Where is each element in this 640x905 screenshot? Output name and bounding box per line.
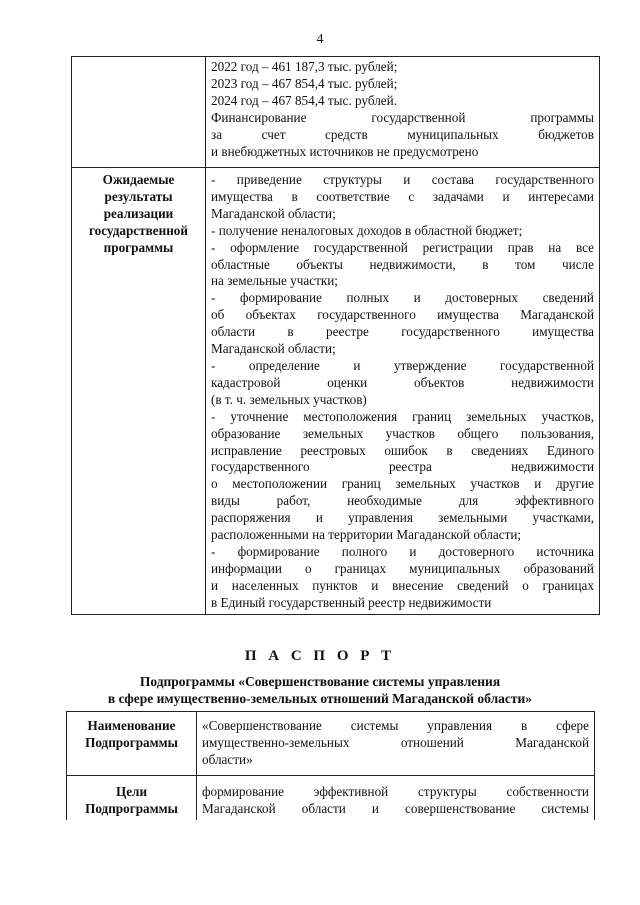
text-line: исправление реестровых ошибок в сведениях Единого — [211, 442, 594, 458]
text-line: расположенными на территории Магаданской области; — [211, 527, 522, 543]
finance-cell — [206, 57, 600, 168]
finance-row — [72, 57, 600, 168]
subprogram-table — [66, 711, 595, 820]
text-line: (в т. ч. земельных участков) — [211, 391, 367, 407]
finance-line: 2023 год – 467 854,4 тыс. рублей; — [211, 75, 398, 91]
program-passport-table — [71, 56, 600, 615]
text-line: области в реестре государственного имущества — [211, 324, 594, 340]
label-line: Наименование — [87, 718, 176, 733]
label-line: программы — [103, 239, 174, 255]
text-line: Магаданской области; — [211, 341, 336, 357]
subprogram-goals-row — [67, 775, 595, 819]
passport-subtitle-line: Подпрограммы «Совершенствование системы управления — [139, 674, 501, 689]
label-line: Ожидаемые — [102, 172, 175, 187]
label-line: государственной — [89, 222, 188, 238]
text-line: имущества в соответствие с задачами и интересами — [211, 188, 594, 204]
text-line: - получение неналоговых доходов в областной бюджет; — [211, 222, 523, 238]
label-line: реализации — [103, 205, 174, 221]
text-line: образование земельных участков общего пользования, — [211, 425, 594, 441]
text-line: - формирование полных и достоверных сведений — [211, 290, 594, 306]
subprogram-name-row — [67, 712, 595, 776]
finance-note-line: и внебюджетных источников не предусмотрено — [211, 143, 479, 159]
text-line: имущественно-земельных отношений Магаданской — [202, 734, 589, 750]
text-line: области» — [202, 751, 253, 767]
text-line: областные объекты недвижимости, в том числе — [211, 256, 594, 272]
expected-results-text — [206, 168, 600, 615]
text-line: - уточнение местоположения границ земельных участков, — [211, 408, 594, 424]
expected-results-label — [72, 168, 206, 615]
text-line: на земельные участки; — [211, 273, 338, 289]
expected-results-row — [72, 168, 600, 615]
text-line: о местоположении границ земельных участков и другие — [211, 476, 594, 492]
page-number: 4 — [316, 32, 324, 47]
text-line: об объектах государственного имущества Магаданской — [211, 307, 594, 323]
label-line: Цели — [115, 783, 148, 799]
finance-line: 2022 год – 461 187,3 тыс. рублей; — [211, 59, 398, 74]
passport-heading — [0, 648, 640, 707]
text-line: - приведение структуры и состава государственного — [211, 172, 594, 187]
text-line: в Единый государственный реестр недвижимости — [211, 594, 492, 610]
finance-note-line: за счет средств муниципальных бюджетов — [211, 126, 594, 142]
text-line: и населенных пунктов и внесение сведений о границах — [211, 577, 594, 593]
text-line: - оформление государственной регистрации прав на все — [211, 239, 594, 255]
text-line: - формирование полного и достоверного источника — [211, 543, 594, 559]
finance-line: 2024 год – 467 854,4 тыс. рублей. — [211, 92, 397, 108]
subprogram-name-label — [67, 712, 197, 776]
text-line: формирование эффективной структуры собственности — [202, 783, 589, 799]
subprogram-name-text — [197, 712, 595, 776]
subprogram-goals-text — [197, 775, 595, 819]
label-line: результаты — [104, 188, 173, 204]
text-line: государственного реестра недвижимости — [211, 459, 594, 475]
finance-note-line: Финансирование государственной программы — [211, 109, 594, 125]
text-line: кадастровой оценки объектов недвижимости — [211, 374, 594, 390]
label-line: Подпрограммы — [85, 800, 178, 816]
label-line: Подпрограммы — [85, 734, 178, 750]
text-line: - определение и утверждение государственной — [211, 357, 594, 373]
text-line: Магаданской области и совершенствование системы — [202, 800, 589, 816]
text-line: распоряжения и управления земельными участками, — [211, 510, 594, 526]
text-line: «Совершенствование системы управления в сфере — [202, 718, 589, 733]
text-line: Магаданской области; — [211, 205, 336, 221]
text-line: информации о границах муниципальных образований — [211, 560, 594, 576]
subprogram-goals-label — [67, 775, 197, 819]
passport-subtitle-line: в сфере имущественно-земельных отношений Магаданской области» — [107, 691, 533, 706]
passport-title: П А С П О Р Т — [244, 648, 396, 664]
text-line: виды работ, необходимые для эффективного — [211, 493, 594, 509]
finance-label-cell — [72, 57, 206, 168]
